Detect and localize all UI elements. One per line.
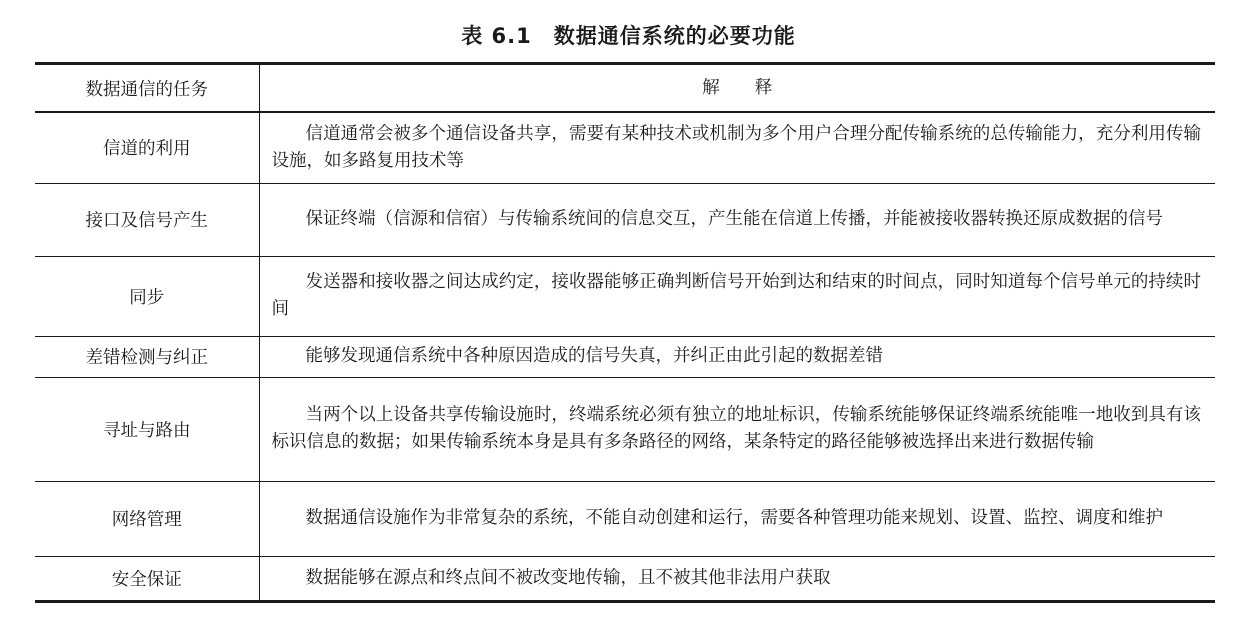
- task-cell: 信道的利用: [35, 112, 259, 183]
- explanation-text: 发送器和接收器之间达成约定，接收器能够正确判断信号开始到达和结束的时间点，同时知道每个信号单元的持续时间: [271, 272, 1201, 319]
- explanation-text: 当两个以上设备共享传输设施时，终端系统必须有独立的地址标识，传输系统能够保证终端系统能唯一地收到具有该标识信息的数据；如果传输系统本身是具有多条路径的网络，某条特定的路径能够被选择出来进行数据传输: [271, 405, 1201, 452]
- task-cell: 同步: [35, 256, 259, 336]
- table-row: [35, 112, 1215, 183]
- explanation-cell: [259, 556, 1215, 601]
- header-explanation: 解 释: [259, 64, 1215, 113]
- table-row: [35, 256, 1215, 336]
- header-task: 数据通信的任务: [35, 64, 259, 113]
- explanation-text: 保证终端（信源和信宿）与传输系统间的信息交互，产生能在信道上传播，并能被接收器转换还原成数据的信号: [305, 209, 1163, 229]
- explanation-text: 数据能够在源点和终点间不被改变地传输，且不被其他非法用户获取: [305, 567, 831, 588]
- table-row: [35, 377, 1215, 481]
- task-cell: 寻址与路由: [35, 377, 259, 481]
- explanation-text: 数据通信设施作为非常复杂的系统，不能自动创建和运行，需要各种管理功能来规划、设置、监控、调度和维护: [305, 508, 1163, 528]
- table-row: [35, 481, 1215, 556]
- task-cell: 差错检测与纠正: [35, 336, 259, 377]
- explanation-cell: [259, 377, 1215, 481]
- explanation-cell: [259, 481, 1215, 556]
- table-title: 数据通信系统的必要功能: [553, 24, 796, 48]
- functions-table: [35, 62, 1215, 603]
- table-header-row: [35, 64, 1215, 113]
- explanation-cell: [259, 336, 1215, 377]
- table-row: [35, 556, 1215, 601]
- task-cell: 网络管理: [35, 481, 259, 556]
- table-number: 表 6.1: [461, 24, 532, 48]
- task-cell: 安全保证: [35, 556, 259, 601]
- explanation-text: 能够发现通信系统中各种原因造成的信号失真，并纠正由此引起的数据差错: [305, 346, 883, 366]
- explanation-cell: [259, 183, 1215, 256]
- table-caption: [0, 20, 1257, 50]
- explanation-text: 信道通常会被多个通信设备共享，需要有某种技术或机制为多个用户合理分配传输系统的总传输能力，充分利用传输设施，如多路复用技术等: [271, 123, 1201, 171]
- explanation-cell: [259, 256, 1215, 336]
- task-cell: 接口及信号产生: [35, 183, 259, 256]
- table-row: [35, 183, 1215, 256]
- explanation-cell: [259, 112, 1215, 183]
- table-row: [35, 336, 1215, 377]
